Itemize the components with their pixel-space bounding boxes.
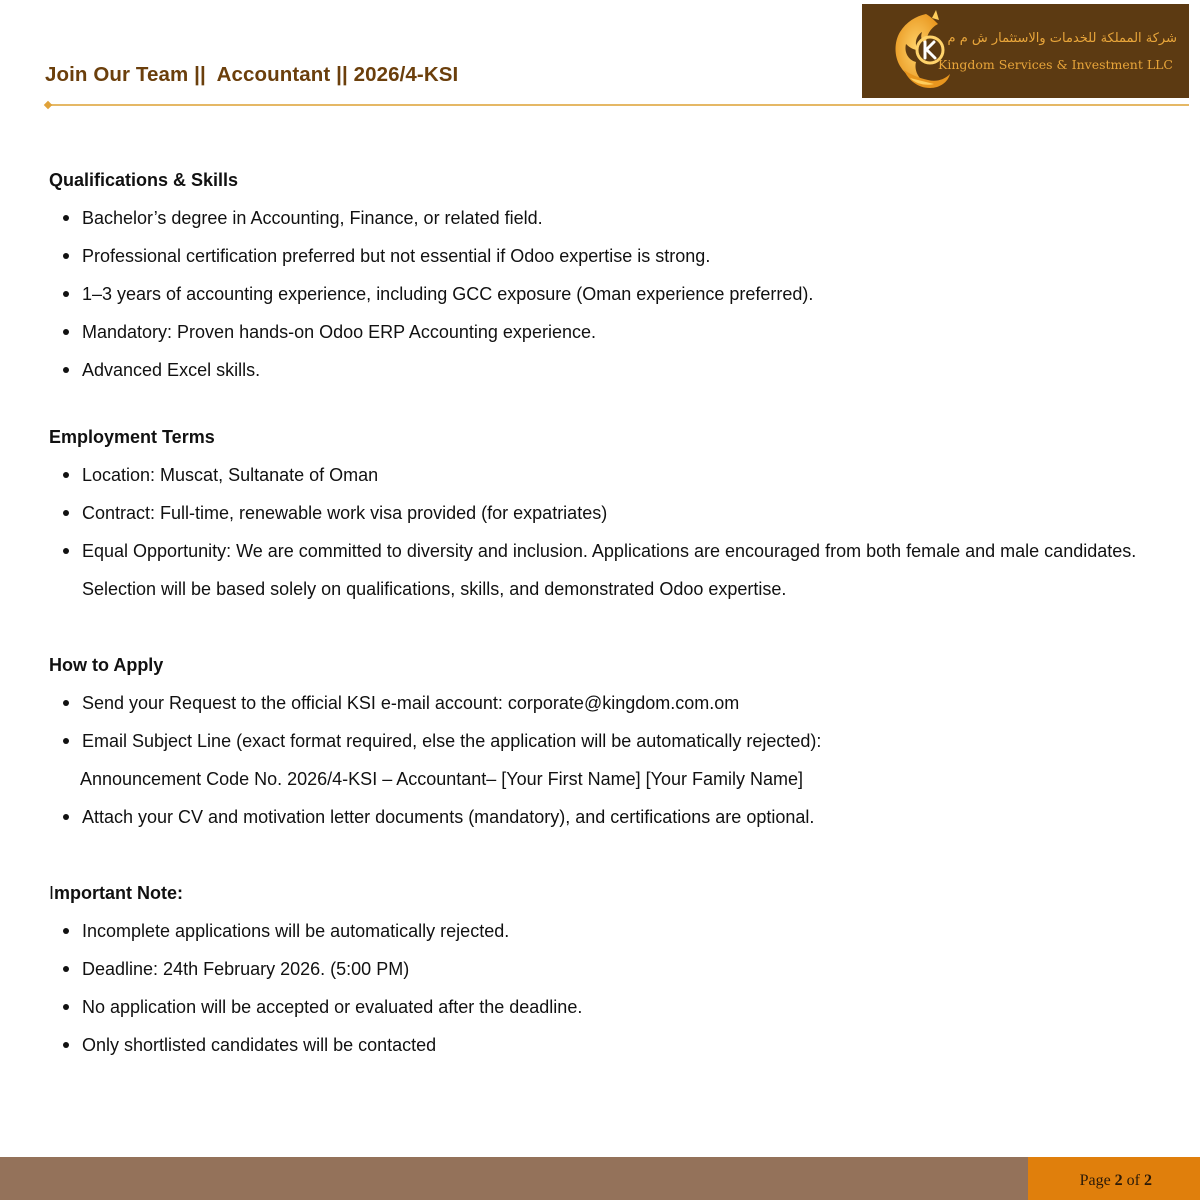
bullet-icon (63, 700, 69, 706)
list-item: Only shortlisted candidates will be contacted (49, 1026, 1142, 1064)
header-divider (48, 104, 1189, 106)
bullet-icon (63, 215, 69, 221)
employment-section (49, 426, 1142, 608)
bullet-icon (63, 291, 69, 297)
bullet-icon (63, 510, 69, 516)
bullet-icon (63, 472, 69, 478)
note-list (49, 912, 1142, 1064)
bullet-icon (63, 814, 69, 820)
bullet-icon (63, 253, 69, 259)
qualifications-heading: Qualifications & Skills (49, 170, 239, 190)
list-item: Send your Request to the official KSI e-mail account: corporate@kingdom.com.om (49, 684, 1142, 722)
employment-list (49, 456, 1142, 608)
list-item: Advanced Excel skills. (49, 351, 1142, 389)
apply-heading: How to Apply (49, 655, 164, 675)
list-item: Bachelor’s degree in Accounting, Finance, or related field. (49, 199, 1142, 237)
qualifications-section (49, 169, 1142, 389)
header-divider-diamond (44, 101, 52, 109)
bullet-icon (63, 928, 69, 934)
apply-section (49, 654, 1142, 836)
page-number: Page 2 of 2 (1079, 1172, 1152, 1189)
list-item: Attach your CV and motivation letter documents (mandatory), and certifications are optional. (49, 798, 1142, 836)
footer-page-box (1028, 1157, 1200, 1200)
list-item: 1–3 years of accounting experience, including GCC exposure (Oman experience preferred). (49, 275, 1142, 313)
list-item: Equal Opportunity: We are committed to diversity and inclusion. Applications are encouraged from both female and male candidates. Selection will be based solely on qualifications, skills, and demonstrated Odoo expertise. (49, 532, 1142, 608)
footer-bar (0, 1157, 1028, 1200)
bullet-icon (63, 966, 69, 972)
logo-arabic-text: شركة المملكة للخدمات والاستثمار ش م م (947, 31, 1177, 46)
list-item: Contract: Full-time, renewable work visa provided (for expatriates) (49, 494, 1142, 532)
company-logo (862, 4, 1189, 98)
page-title: Join Our Team || Accountant || 2026/4-KSI (45, 63, 459, 86)
bullet-icon (63, 329, 69, 335)
bullet-icon (63, 1042, 69, 1048)
list-item: Mandatory: Proven hands-on Odoo ERP Accounting experience. (49, 313, 1142, 351)
bullet-icon (63, 548, 69, 554)
list-item: Professional certification preferred but not essential if Odoo expertise is strong. (49, 237, 1142, 275)
list-item: Location: Muscat, Sultanate of Oman (49, 456, 1142, 494)
logo-english-text: Kingdom Services & Investment LLC (938, 57, 1173, 72)
apply-list (49, 684, 1142, 836)
note-heading: Important Note: (49, 883, 184, 903)
email-subject-format: Announcement Code No. 2026/4-KSI – Accountant– [Your First Name] [Your Family Name] (80, 769, 804, 789)
list-item: No application will be accepted or evaluated after the deadline. (49, 988, 1142, 1026)
list-item: Deadline: 24th February 2026. (5:00 PM) (49, 950, 1142, 988)
qualifications-list (49, 199, 1142, 389)
logo-emblem-icon (886, 8, 954, 92)
list-item: Email Subject Line (exact format required, else the application will be automatically rejected): (49, 722, 1142, 760)
note-section (49, 882, 1142, 1064)
bullet-icon (63, 1004, 69, 1010)
bullet-icon (63, 367, 69, 373)
employment-heading: Employment Terms (49, 427, 215, 447)
list-item: Incomplete applications will be automatically rejected. (49, 912, 1142, 950)
bullet-icon (63, 738, 69, 744)
